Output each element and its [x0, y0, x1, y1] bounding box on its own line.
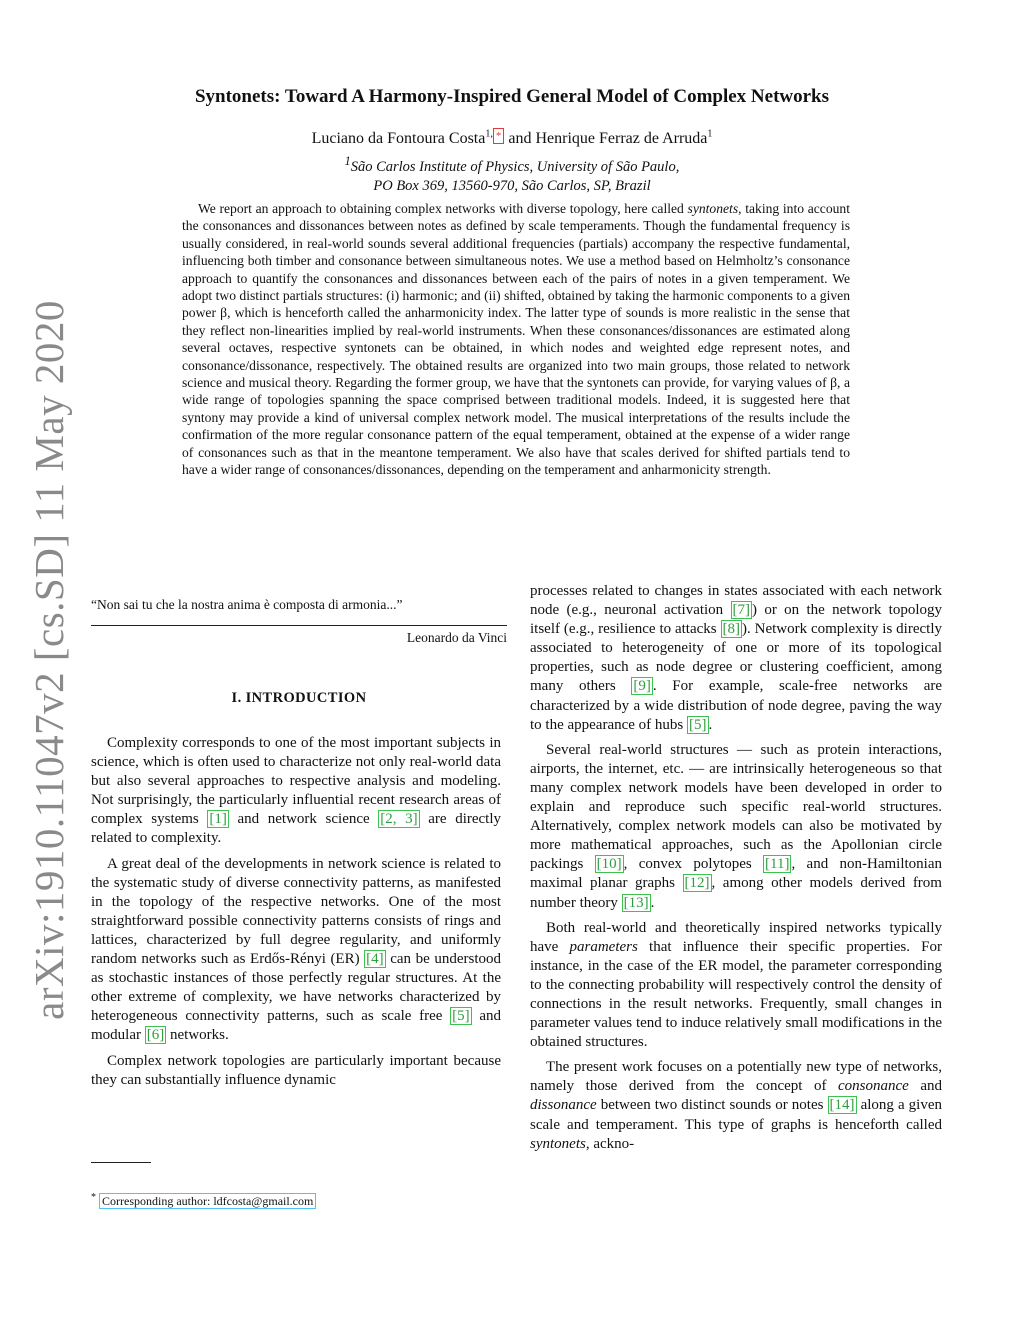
affiliation-sup: 1	[344, 154, 351, 168]
paragraph	[91, 734, 501, 849]
text: .	[708, 716, 713, 733]
affiliation	[0, 152, 1024, 196]
text: Several real-world structures — such as protein interactions, airports, the internet, etc. — are intrinsically heterogeneous so that many complex network models have been developed in order to explain and reproduce such specific real-world structures. Alternatively, complex network models can also be motivated by more mathematical approaches, such as the Apollonian circle packings	[530, 741, 942, 873]
citation-link[interactable]: [13]	[623, 894, 649, 911]
text: Both real-world and theoretically inspired networks typically have	[530, 919, 942, 955]
citation-link[interactable]: [10]	[596, 856, 622, 873]
text: The present work focuses on a potentially new type of networks, namely those derived from the concept of	[530, 1059, 942, 1095]
abstract	[182, 200, 850, 479]
footnote-mark: *	[91, 1192, 96, 1203]
paper-title: Syntonets: Toward A Harmony-Inspired General Model of Complex Networks	[194, 86, 830, 107]
author-first-affil: 1,	[485, 128, 493, 140]
citation-link[interactable]: [4]	[366, 951, 384, 968]
arxiv-identifier: arXiv:1910.11047v2 [cs.SD] 11 May 2020	[26, 300, 73, 1020]
abstract-term: syntonets	[687, 201, 739, 216]
citation-link[interactable]: [11]	[765, 856, 790, 873]
text: , ackno-	[585, 1135, 635, 1152]
citation-link[interactable]: [1]	[209, 811, 227, 828]
epigraph	[91, 597, 507, 646]
citation-link[interactable]: [8]	[722, 621, 740, 638]
footnote	[91, 1192, 511, 1209]
text: are directly related to complexity.	[91, 811, 502, 847]
author-second: Henrique Ferraz de Arruda	[535, 130, 708, 147]
citation-link[interactable]: [5]	[689, 716, 707, 733]
author-line	[0, 128, 1024, 148]
footnote-rule	[91, 1162, 151, 1163]
text: processes related to changes in states associated with each network node (e.g., neuronal activation	[530, 583, 942, 619]
text: , convex polytopes	[623, 856, 764, 873]
corresponding-author-link[interactable]: *	[493, 128, 505, 144]
citation-link[interactable]: [5]	[452, 1008, 470, 1025]
epigraph-rule	[91, 625, 507, 626]
text: .	[650, 894, 655, 911]
right-column	[530, 582, 942, 1160]
emphasis: dissonance	[530, 1097, 597, 1114]
text: and	[908, 1078, 942, 1095]
citation-link[interactable]: [14]	[829, 1097, 855, 1114]
emphasis: consonance	[838, 1078, 909, 1095]
text: Complexity corresponds to one of the most important subjects in science, which is often used to characterize not only real-world data but also several approaches to respective analysis and modeling. Not surprisingly, the particularly influential recent research areas of complex systems	[91, 735, 501, 828]
emphasis: syntonets	[530, 1135, 586, 1152]
epigraph-attribution: Leonardo da Vinci	[406, 630, 507, 645]
author-joiner: and	[504, 130, 536, 147]
affiliation-line1: São Carlos Institute of Physics, University of São Paulo,	[350, 158, 680, 175]
abstract-text-b: , taking into account the consonances and dissonances between notes as defined by scale temperaments. Though the fundamental frequency is usually considered, in real-world sounds several additional frequencies (partials) accompany the respective fundamental, influencing both timber and consonance between simultaneous notes. We use a method based on Helmholtz’s consonance approach to quantify the consonances and dissonances between each of the pairs of notes in a given temperament. We adopt two distinct partials structures: (i) harmonic; and (ii) shifted, obtained by taking the harmonic components to a given power β, which is henceforth called the anharmonicity index. The latter type of sounds is more realistic in the sense that they reflect non-linearities implied by real-world instruments. When these consonances/dissonances are estimated along several octaves, respective syntonets can be obtained, in which nodes and weighted edge represent notes, and consonance/dissonance, respectively. The obtained results are organized into two main groups, those related to network science and musical theory. Regarding the former group, we have that the syntonets can provide, for varying values of β, a wide range of topologies spanning the space comprised between traditional models. Indeed, it is suggested here that syntony may provide a kind of universal complex network model. The musical interpretations of the results include the confirmation of the more regular consonance pattern of the equal temperament, obtained at the expense of a wider range of consonances such as that in the meantone temperament. We also have that scales derived for shifted partials tend to have a wider range of consonances/dissonances, depending on the temperament and anharmonicity strength.	[182, 201, 850, 478]
citation-link[interactable]: [12]	[684, 875, 710, 892]
text: , among other models derived from number theory	[530, 875, 942, 911]
citation-link[interactable]: [9]	[633, 678, 651, 695]
text: and modular	[91, 1008, 501, 1044]
text: can be understood as stochastic instances of those perfectly regular structures. At the other extreme of complexity, we have networks characterized by heterogeneous connectivity patterns, such as scale free	[91, 951, 501, 1025]
text: along a given scale and temperament. This type of graphs is henceforth called	[530, 1097, 942, 1133]
corresponding-author-email-link[interactable]: Corresponding author: ldfcosta@gmail.com	[99, 1193, 316, 1209]
section-heading-introduction: I. INTRODUCTION	[231, 690, 367, 706]
paragraph	[530, 582, 942, 735]
text: ) or on the network topology itself (e.g., resilience to attacks	[530, 602, 942, 638]
paragraph: Complex network topologies are particularly important because they can substantially influence dynamic	[91, 1052, 501, 1088]
arxiv-side-stamp	[24, 300, 74, 1020]
paragraph	[530, 919, 942, 1053]
emphasis: parameters	[569, 938, 638, 955]
text: ). Network complexity is directly associated to heterogeneity of one or more of its topological properties, such as node degree or clustering coefficient, among many others	[530, 621, 942, 695]
text: that influence their specific properties. For instance, in the case of the ER model, the parameter corresponding to the connecting probability will respectively control the density of connections in the result networks. Frequently, small changes in parameter values tend to induce relatively small modifications in the obtained structures.	[530, 938, 942, 1051]
text: between two distinct sounds or notes	[596, 1097, 828, 1114]
paragraph	[530, 1058, 942, 1153]
abstract-text-a: We report an approach to obtaining complex networks with diverse topology, here called	[198, 201, 688, 216]
citation-link[interactable]: [2, 3]	[380, 811, 418, 828]
affiliation-line2: PO Box 369, 13560-970, São Carlos, SP, Brazil	[373, 177, 651, 194]
author-first: Luciano da Fontoura Costa	[311, 130, 486, 147]
left-column	[91, 734, 501, 1096]
author-second-affil: 1	[707, 128, 713, 140]
epigraph-quote: “Non sai tu che la nostra anima è composta di armonia...”	[91, 597, 403, 612]
text: networks.	[166, 1027, 229, 1044]
paragraph	[530, 741, 942, 913]
citation-link[interactable]: [7]	[732, 602, 751, 619]
text: , and non-Hamiltonian maximal planar graphs	[530, 856, 943, 892]
paragraph	[91, 855, 501, 1046]
text: and network science	[228, 811, 379, 828]
citation-link[interactable]: [6]	[146, 1027, 165, 1044]
text: A great deal of the developments in network science is related to the systematic study of diverse connectivity patterns, as manifested in the topology of the respective networks. One of the most straightforward possible connectivity patterns consists of rings and lattices, characterized by full degree regularity, and uniformly random networks such as Erdős-Rényi (ER)	[91, 855, 501, 968]
text: . For example, scale-free networks are characterized by a wide distribution of node degree, paving the way to the appearance of hubs	[530, 678, 942, 733]
